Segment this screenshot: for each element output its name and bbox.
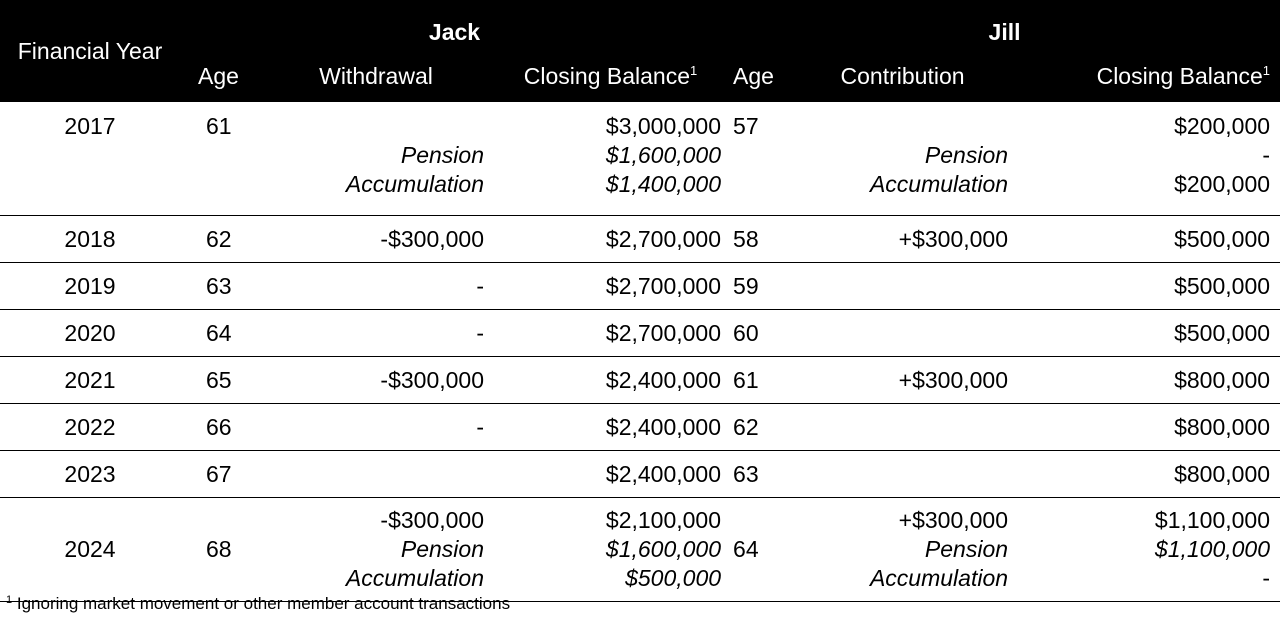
table-row <box>0 263 1280 310</box>
jack-age-cell: 62 <box>206 225 232 252</box>
withdrawal-cell: -$300,000 <box>380 366 484 393</box>
contribution-cell <box>789 451 1016 498</box>
col-header-financial-year: Financial Year <box>17 37 163 64</box>
jack-closing-cell: $2,700,000 <box>605 272 722 299</box>
col-header-withdrawal: Withdrawal <box>319 62 433 89</box>
col-header-jill-age: Age <box>733 62 774 89</box>
jill-closing-cell: $800,000 <box>1174 460 1271 487</box>
withdrawal-cell: - <box>476 413 484 440</box>
group-header-jack: Jack <box>428 19 481 45</box>
group-header-jill: Jill <box>988 19 1021 45</box>
col-header-jill-closing-balance: Closing Balance$^1$ <box>1096 62 1271 89</box>
table-row <box>0 451 1280 498</box>
jill-closing-cell: $500,000 <box>1174 225 1271 252</box>
withdrawal-cell: -$300,000 <box>380 225 484 252</box>
jack-age-cell: 65 <box>206 366 232 393</box>
jill-closing-cell: $1,100,000 $1,100,000 - <box>1154 507 1271 591</box>
footnote-ref: 1 <box>690 62 698 78</box>
jill-age-cell: 63 <box>733 460 759 487</box>
contribution-cell <box>789 263 1016 310</box>
jack-closing-cell: $2,700,000 <box>605 225 722 252</box>
withdrawal-cell: - <box>476 319 484 346</box>
jack-age-cell: 61 <box>206 113 232 139</box>
jill-age-cell: 60 <box>733 319 759 346</box>
footnote-text: Ignoring market movement or other member account transactions <box>16 594 511 613</box>
table-row <box>0 404 1280 451</box>
jack-closing-cell: $2,100,000 $1,600,000 $500,000 <box>605 507 722 591</box>
jill-closing-cell: $200,000 - $200,000 <box>1174 113 1271 197</box>
jill-age-cell: 62 <box>733 413 759 440</box>
year-cell: 2023 <box>64 460 116 487</box>
contribution-cell: Pension Accumulation <box>869 142 1009 197</box>
withdrawal-cell: -$300,000 Pension Accumulation <box>345 507 484 591</box>
table-row <box>0 102 1280 216</box>
jill-closing-cell: $800,000 <box>1174 413 1271 440</box>
jack-age-cell: 66 <box>206 413 232 440</box>
contribution-cell: +$300,000 <box>898 225 1009 252</box>
table-row <box>0 216 1280 263</box>
table-row <box>0 357 1280 404</box>
jill-age-cell: 59 <box>733 272 759 299</box>
table-body <box>0 102 1280 602</box>
jill-closing-cell: $500,000 <box>1174 319 1271 346</box>
jack-closing-cell: $2,400,000 <box>605 460 722 487</box>
year-cell: 2021 <box>64 366 116 393</box>
withdrawal-cell: Pension Accumulation <box>345 142 484 197</box>
jack-age-cell: 64 <box>206 319 232 346</box>
table-row <box>0 310 1280 357</box>
table-header <box>0 0 1280 102</box>
jack-age-cell: 67 <box>206 460 232 487</box>
year-cell: 2024 <box>64 536 116 562</box>
jill-age-cell: 57 <box>733 113 759 139</box>
jack-closing-cell: $2,400,000 <box>605 413 722 440</box>
withdrawal-cell: - <box>476 272 484 299</box>
footnote-ref: 1 <box>1262 62 1271 78</box>
contribution-cell <box>789 310 1016 357</box>
table-row <box>0 498 1280 602</box>
footnote-marker: 1 <box>6 594 13 606</box>
col-header-jack-closing-balance: Closing Balance$^1$ <box>523 62 698 89</box>
jill-closing-cell: $800,000 <box>1174 366 1271 393</box>
footnote <box>6 594 510 614</box>
col-header-contribution: Contribution <box>840 62 965 89</box>
year-cell: 2022 <box>64 413 116 440</box>
contribution-cell <box>789 404 1016 451</box>
jack-age-cell: 68 <box>206 536 232 562</box>
jack-closing-cell: $2,400,000 <box>605 366 722 393</box>
withdrawal-cell <box>260 451 492 498</box>
jack-closing-cell: $2,700,000 <box>605 319 722 346</box>
year-cell: 2017 <box>64 113 116 139</box>
jack-closing-cell: $3,000,000 $1,600,000 $1,400,000 <box>605 113 722 197</box>
jill-closing-cell: $500,000 <box>1174 272 1271 299</box>
contribution-cell: +$300,000 <box>898 366 1009 393</box>
contribution-cell: +$300,000 Pension Accumulation <box>869 507 1009 591</box>
jill-age-cell: 64 <box>733 536 759 562</box>
year-cell: 2018 <box>64 225 116 252</box>
year-cell: 2019 <box>64 272 116 299</box>
jack-age-cell: 63 <box>206 272 232 299</box>
jill-age-cell: 61 <box>733 366 759 393</box>
col-header-jack-age: Age <box>198 62 239 89</box>
year-cell: 2020 <box>64 319 116 346</box>
jill-age-cell: 58 <box>733 225 759 252</box>
